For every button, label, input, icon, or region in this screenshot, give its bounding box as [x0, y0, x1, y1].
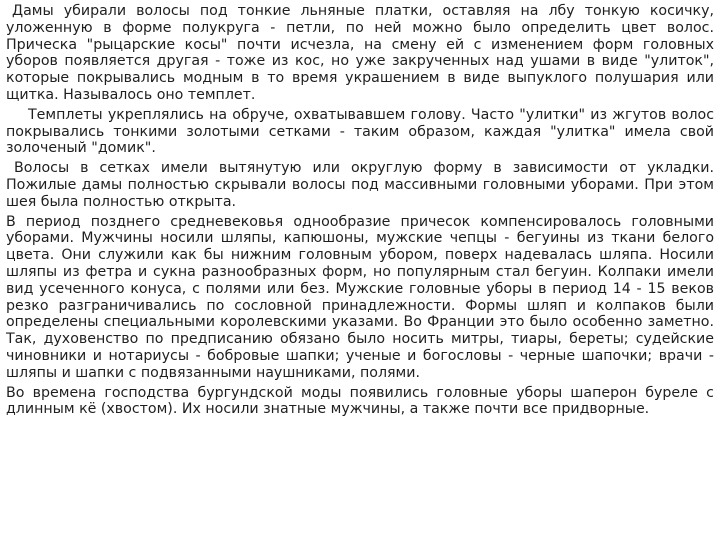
paragraph-hair-nets: Волосы в сетках имели вытянутую или округлую форму в зависимости от укладки. Пожилые дамы полностью скрывали волосы под массивными головными уборами. При этом шея была полностью открыта.: [6, 160, 714, 210]
paragraph-ladies-hair-kerchiefs: Дамы убирали волосы под тонкие льняные платки, оставляя на лбу тонкую косичку, уложенную в форме полукруга - петли, по ней можно было определить цвет волос. Прическа "рыцарские косы" почти исчезла, на смену ей с изменением форм головных уборов появляется другая - тоже из кос, но уже закрученных над ушами в виде "улиток", которые покрывались модным в то время украшением в виде выпуклого полушария или щитка. Называлось оно темплет.: [6, 3, 714, 103]
paragraph-templets: Темплеты укреплялись на обруче, охватывавшем голову. Часто "улитки" из жгутов волос покрывались тонкими золотыми сетками - таким образом, каждая "улитка" имела свой золоченый "домик".: [6, 106, 714, 157]
paragraph-late-medieval-headwear: В период позднего средневековья однообразие причесок компенсировалось головными уборами. Мужчины носили шляпы, капюшоны, мужские чепцы - бегуины из ткани белого цвета. Они служили как бы нижним головным убором, поверх надевалась шляпа. Носили шляпы из фетра и сукна разнообразных форм, но популярным стал бегуин. Колпаки имели вид усеченного конуса, с полями или без. Мужские головные уборы в период 14 - 15 веков резко разграничивались по сословной принадлежности. Формы шляп и колпаков были определены специальными королевскими указами. Во Франции это было особенно заметно. Так, духовенство по предписанию обязано было носить митры, тиары, береты; судейские чиновники и нотариусы - бобровые шапки; ученые и богословы - черные шапочки; врачи - шляпы и шапки с подвязанными наушниками, полями.: [6, 213, 714, 381]
paragraph-burgundian-fashion: Во времена господства бургундской моды появились головные уборы шаперон буреле с длинным кё (хвостом). Их носили знатные мужчины, а также почти все придворные.: [6, 384, 714, 418]
